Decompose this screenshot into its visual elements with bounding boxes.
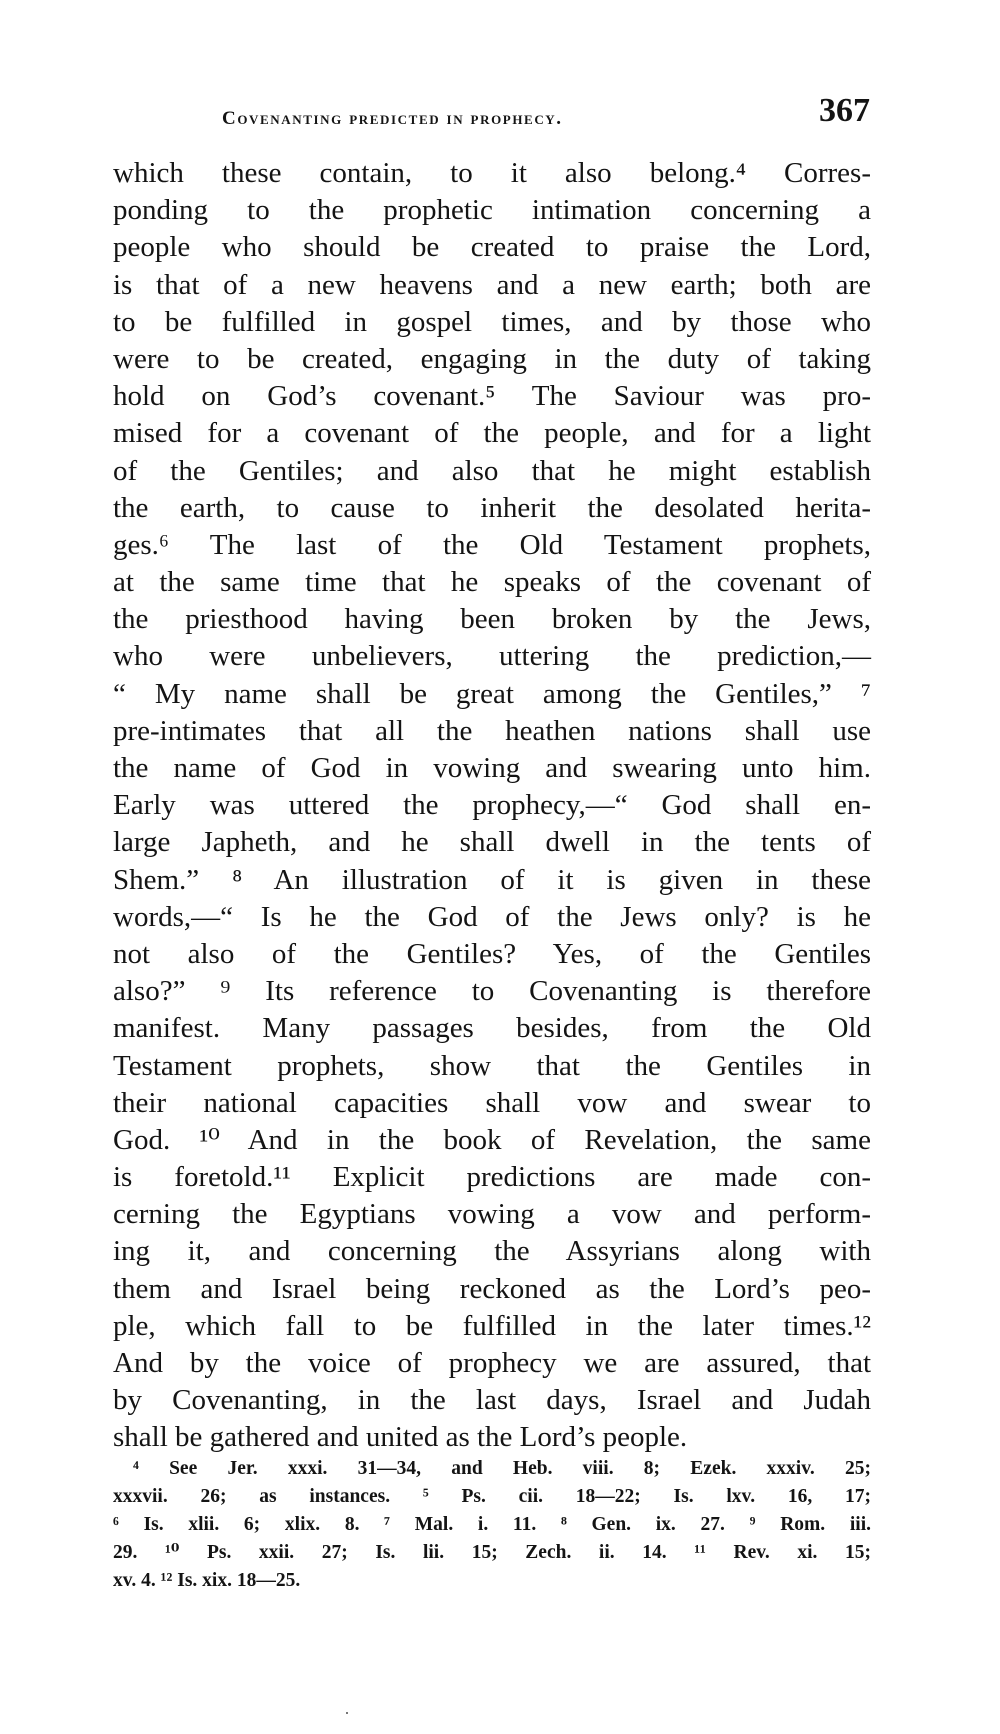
text-line: hold on God’s covenant.⁵ The Saviour was pro-: [113, 380, 871, 413]
text-line: the name of God in vowing and swearing unto him.: [113, 752, 871, 784]
running-title: Covenanting predicted in prophecy.: [222, 108, 563, 129]
text-line: ing it, and concerning the Assyrians along with: [113, 1235, 871, 1268]
text-line: Shem.” ⁸ An illustration of it is given in these: [113, 863, 871, 896]
paper-speck: [346, 1712, 348, 1714]
text-line: not also of the Gentiles? Yes, of the Gentiles: [113, 937, 871, 970]
footnote-line: 29. ¹⁰ Ps. xxii. 27; Is. lii. 15; Zech. ii. 14. ¹¹ Rev. xi. 15;: [113, 1542, 871, 1563]
text-line: pre-intimates that all the heathen nations shall use: [113, 714, 871, 747]
text-line: is foretold.¹¹ Explicit predictions are made con-: [113, 1161, 871, 1194]
footnote-line: xv. 4. ¹² Is. xix. 18—25.: [113, 1570, 301, 1591]
text-line: to be fulfilled in gospel times, and by those who: [113, 305, 871, 338]
text-line: at the same time that he speaks of the covenant of: [113, 566, 871, 599]
text-line: which these contain, to it also belong.⁴ Corres-: [113, 157, 871, 189]
footnote-line: ⁴ See Jer. xxxi. 31—34, and Heb. viii. 8; Ezek. xxxiv. 25;: [133, 1458, 871, 1479]
text-line: Early was uttered the prophecy,—“ God shall en-: [113, 789, 871, 822]
text-line: ges.⁶ The last of the Old Testament prophets,: [113, 528, 871, 561]
page-header: [110, 92, 870, 142]
text-line: ple, which fall to be fulfilled in the later times.¹²: [113, 1309, 871, 1342]
footnote-line: ⁶ Is. xlii. 6; xlix. 8. ⁷ Mal. i. 11. ⁸ Gen. ix. 27. ⁹ Rom. iii.: [113, 1514, 871, 1535]
text-line: ponding to the prophetic intimation concerning a: [113, 194, 871, 227]
text-line: “ My name shall be great among the Gentiles,” ⁷: [113, 677, 871, 710]
text-line: And by the voice of prophecy we are assured, that: [113, 1347, 871, 1379]
footnote-line: xxxvii. 26; as instances. ⁵ Ps. cii. 18—22; Is. lxv. 16, 17;: [113, 1486, 871, 1507]
text-line: people who should be created to praise the Lord,: [113, 231, 871, 264]
text-line: Testament prophets, show that the Gentiles in: [113, 1049, 871, 1082]
text-line: by Covenanting, in the last days, Israel and Judah: [113, 1384, 871, 1417]
text-line: words,—“ Is he the God of the Jews only? is he: [113, 900, 871, 933]
text-line: God. ¹⁰ And in the book of Revelation, the same: [113, 1123, 871, 1156]
text-line: manifest. Many passages besides, from the Old: [113, 1012, 871, 1045]
text-line: the priesthood having been broken by the Jews,: [113, 603, 871, 636]
text-line: who were unbelievers, uttering the prediction,—: [113, 640, 871, 673]
text-line: of the Gentiles; and also that he might establish: [113, 454, 871, 487]
text-line: large Japheth, and he shall dwell in the tents of: [113, 826, 871, 859]
text-line: is that of a new heavens and a new earth; both are: [113, 268, 871, 301]
text-line: shall be gathered and united as the Lord’s people.: [113, 1421, 688, 1454]
text-line: them and Israel being reckoned as the Lord’s peo-: [113, 1272, 871, 1305]
text-line: mised for a covenant of the people, and for a light: [113, 417, 871, 450]
body-text: [113, 155, 871, 1457]
text-line: were to be created, engaging in the duty of taking: [113, 342, 871, 375]
text-line: cerning the Egyptians vowing a vow and perform-: [113, 1198, 871, 1231]
text-line: also?” ⁹ Its reference to Covenanting is therefore: [113, 975, 871, 1008]
footnotes: [113, 1455, 871, 1595]
text-line: the earth, to cause to inherit the desolated herita-: [113, 491, 871, 524]
text-line: their national capacities shall vow and swear to: [113, 1086, 871, 1119]
page-number: 367: [819, 92, 870, 129]
